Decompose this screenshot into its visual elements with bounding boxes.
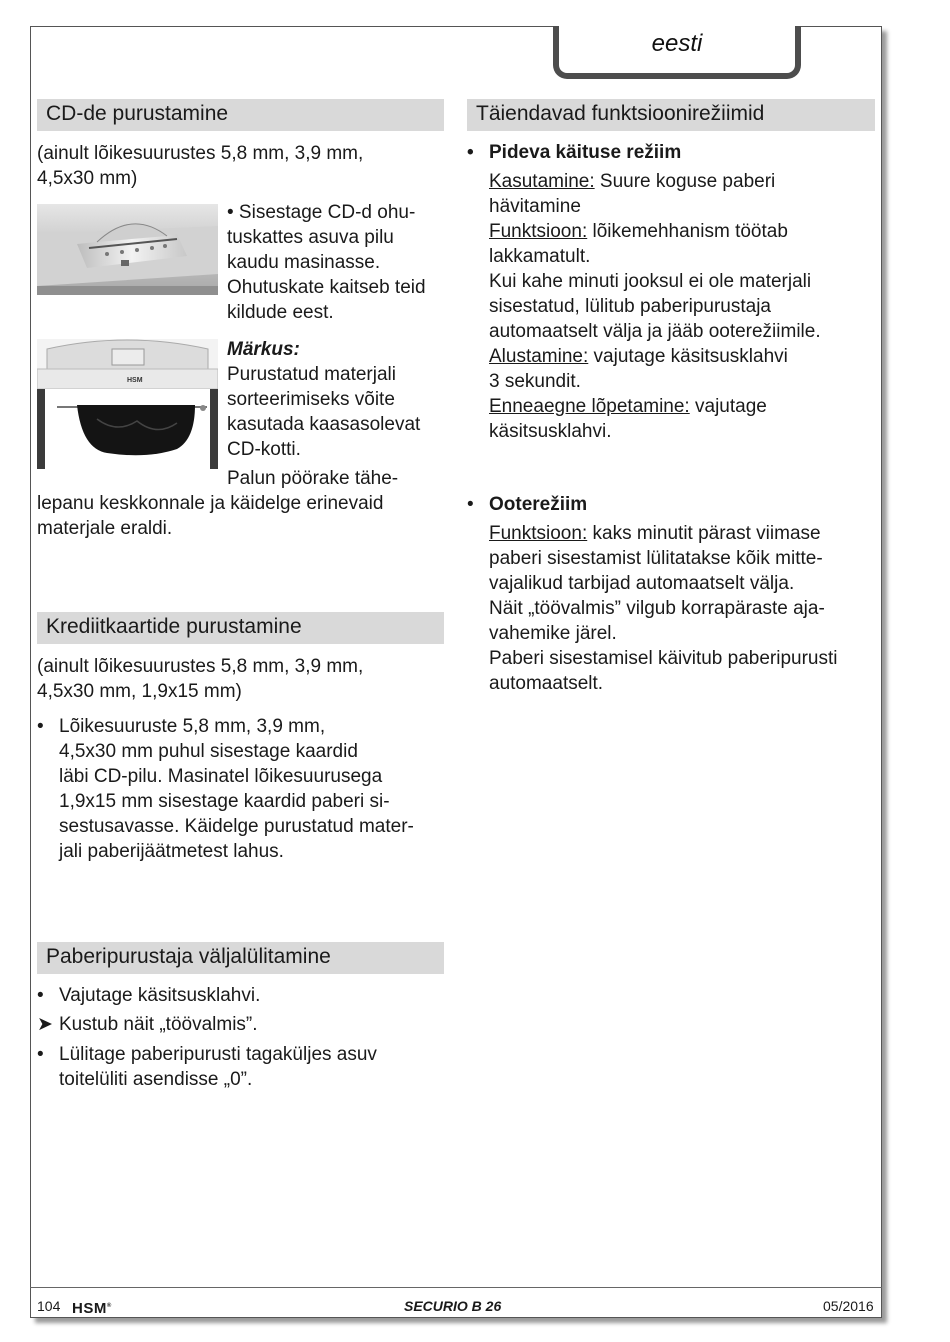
off-item-3: • Lülitage paberipurusti tagaküljes asuv toitelüliti asendisse „0”. <box>37 1044 377 1090</box>
brand-logo: HSM® <box>72 1300 112 1317</box>
footer-date: 05/2016 <box>823 1298 874 1314</box>
arrow-marker-icon: ➤ <box>37 1014 53 1035</box>
cd-bag-image <box>37 339 218 469</box>
page-number: 104 <box>37 1298 61 1314</box>
cd-step-text: • Sisestage CD-d ohu- tuskattes asuva pilu kaudu masinasse. Ohutuskate kaitseb teid kildude eest. <box>227 202 426 323</box>
off-section-title: Paberipurustaja väljalülitamine <box>37 942 444 974</box>
standby-mode-item: • Ooterežiim Funktsioon: kaks minutit pärast viimase paberi sisestamist lülitatakse kõik mitte- vajalikud tarbijad automaatselt välja. Näit „töövalmis” vilgub korrapäraste aja- vahemike järel. Paberi sisestamisel käivitub paberipurusti automaatselt. <box>467 494 838 694</box>
cd-note-label: Märkus: <box>227 339 300 360</box>
cd-eco-first-line: Palun pöörake tähe- <box>227 468 399 489</box>
credit-section-title: Krediitkaartide purustamine <box>37 612 444 644</box>
bullet-marker: • <box>37 1044 44 1065</box>
bullet-marker: • <box>37 985 44 1006</box>
language-label: eesti <box>651 30 703 57</box>
bag-image-logo: HSM <box>127 377 143 384</box>
cd-section-title: CD-de purustamine <box>37 99 444 131</box>
continuous-mode-heading: Pideva käituse režiim <box>489 142 682 163</box>
bullet-marker: • <box>37 716 44 737</box>
off-item-1: • Vajutage käsitsusklahvi. <box>37 985 261 1006</box>
credit-bullet-item: • Lõikesuuruste 5,8 mm, 3,9 mm, 4,5x30 mm puhul sisestage kaardid läbi CD-pilu. Masinatel lõikesuurusega 1,9x15 mm sisestage kaardid paberi si- sestusavasse. Käidelge purustatud mater- jali paberijäätmetest lahus. <box>37 716 414 862</box>
cd-note: Märkus: Purustatud materjali sorteerimiseks võite kasutada kaasasolevat CD-kotti. <box>227 339 421 460</box>
continuous-mode-item: • Pideva käituse režiim Kasutamine: Suure koguse paberi hävitamine Funktsioon: lõikemehhanism töötab lakkamatult. Kui kahe minuti jooksul ei ole materjali sisestatud, lülitub paberipurustaja automaatselt välja ja jääb ooterežiimile. Alustamine: vajutage käsitsusklahvi 3 sekundit. Enneaegne lõpetamine: vajutage käsitsusklahvi. <box>467 142 821 442</box>
footer-divider <box>30 1287 882 1288</box>
modes-section-title: Täiendavad funktsioonirežiimid <box>467 99 875 131</box>
model-name: SECURIO B 26 <box>404 1298 502 1314</box>
bullet-marker: • <box>467 142 474 163</box>
bullet-marker: • <box>467 494 474 515</box>
standby-mode-heading: Ooterežiim <box>489 494 588 515</box>
credit-intro: (ainult lõikesuurustes 5,8 mm, 3,9 mm, 4,5x30 mm, 1,9x15 mm) <box>37 656 364 702</box>
cd-eco-text: lepanu keskkonnale ja käidelge erinevaid materjale eraldi. <box>37 493 384 539</box>
off-item-2: ➤ Kustub näit „töövalmis”. <box>37 1014 258 1035</box>
language-tab <box>553 26 801 79</box>
cd-intro: (ainult lõikesuurustes 5,8 mm, 3,9 mm, 4,5x30 mm) <box>37 143 364 189</box>
cd-slot-image <box>37 204 218 295</box>
